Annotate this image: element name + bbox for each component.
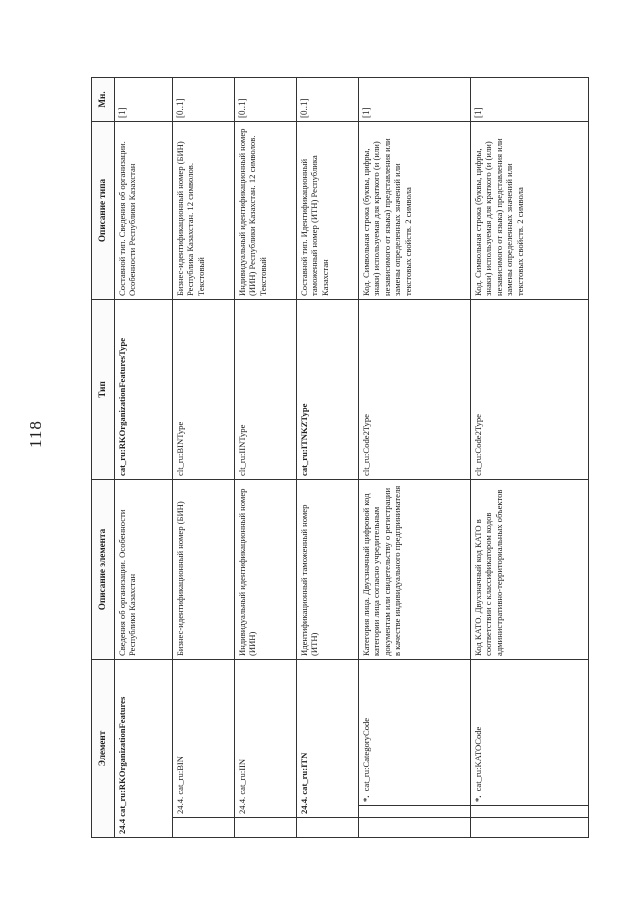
indent-cell — [297, 818, 359, 838]
type-name: cat_ru:RKOrganizationFeaturesType — [115, 300, 173, 480]
indent-cell — [471, 818, 589, 838]
type-name: clt_ru:Code2Type — [471, 300, 589, 480]
table-row — [359, 78, 471, 838]
element-description: Индивидуальный идентификационный номер (ИИН) — [235, 480, 297, 660]
indent-cell — [235, 818, 297, 838]
multiplicity: [1] — [471, 78, 589, 122]
element-description: Код КАТО. Двухзначный код КАТО в соответствии с классификатором кодов административно-территориальных объектов — [471, 480, 589, 660]
element-cell — [115, 660, 173, 838]
table-row — [235, 78, 297, 838]
table-row — [297, 78, 359, 838]
element-name: cat_ru:ITN — [299, 752, 309, 795]
header-type-description: Описание типа — [92, 122, 115, 300]
element-name: cat_ru:KATOCode — [473, 726, 483, 792]
data-structure-table — [91, 77, 589, 838]
type-description: Составной тип. Сведения об организации. Особенности Республики Казахстан — [115, 122, 173, 300]
indent-cell — [359, 818, 471, 838]
table-row — [115, 78, 173, 838]
element-cell — [173, 660, 235, 818]
type-name: clt_ru:IINType — [235, 300, 297, 480]
element-description: Бизнес-идентификационный номер (БИН) — [173, 480, 235, 660]
element-name: cat_ru:RKOrganizationFeatures — [117, 696, 127, 817]
table-row — [173, 78, 235, 838]
type-description: Бизнес-идентификационный номер (БИН) Республика Казахстан. 12 символов. Текстовый — [173, 122, 235, 300]
table-row — [471, 78, 589, 838]
multiplicity: [1] — [115, 78, 173, 122]
multiplicity: [0..1] — [173, 78, 235, 122]
element-name: cat_ru:IIN — [237, 758, 247, 795]
element-cell — [359, 660, 471, 806]
row-number: 24.4 — [117, 818, 127, 834]
element-description: Категория лица. Двухзначный цифровой код категории лица согласно учредительным документам или свидетельству о регистрации в качестве индивидуального предпринимателя — [359, 480, 471, 660]
multiplicity: [1] — [359, 78, 471, 122]
element-name: cat_ru:CategoryCode — [361, 717, 371, 792]
row-number: 24.4. — [237, 796, 247, 814]
element-cell — [297, 660, 359, 818]
type-description: Составной тип. Идентификационный таможенный номер (ИТН) Республика Казахстан — [297, 122, 359, 300]
header-multiplicity: Мн. — [92, 78, 115, 122]
type-name: clt_ru:Code2Type — [359, 300, 471, 480]
type-description: Индивидуальный идентификационный номер (ИИН) Республики Казахстан. 12 символов. Текстовый — [235, 122, 297, 300]
table-header-row — [92, 78, 115, 838]
header-element: Элемент — [92, 660, 115, 838]
multiplicity: [0..1] — [235, 78, 297, 122]
indent-cell — [173, 818, 235, 838]
element-cell — [471, 660, 589, 806]
rotated-page-content — [91, 78, 636, 838]
row-mark: *. — [361, 795, 371, 802]
header-element-description: Описание элемента — [92, 480, 115, 660]
type-name: cat_ru:ITNKZType — [297, 300, 359, 480]
element-cell — [235, 660, 297, 818]
row-mark: *. — [473, 795, 483, 802]
element-description: Сведения об организации. Особенности Республики Казахстан — [115, 480, 173, 660]
element-description: Идентификационный таможенный номер (ИТН) — [297, 480, 359, 660]
indent-cell — [471, 806, 589, 818]
multiplicity: [0..1] — [297, 78, 359, 122]
indent-cell — [359, 806, 471, 818]
type-name: clt_ru:BINType — [173, 300, 235, 480]
row-number: 24.4. — [175, 796, 185, 814]
row-number: 24.4. — [299, 796, 309, 814]
type-description: Код. Символьная строка (буквы, цифры, знаки) используемая для краткого (и (или) независимого от языка) представления или замены определенных значений или текстовых свойств. 2 символа — [471, 122, 589, 300]
header-type: Тип — [92, 300, 115, 480]
type-description: Код. Символьная строка (буквы, цифры, знаки) используемая для краткого (и (или) независимого от языка) представления или замены определенных значений или текстовых свойств. 2 символа — [359, 122, 471, 300]
element-name: cat_ru:BIN — [175, 755, 185, 795]
page-number: 118 — [26, 420, 45, 448]
